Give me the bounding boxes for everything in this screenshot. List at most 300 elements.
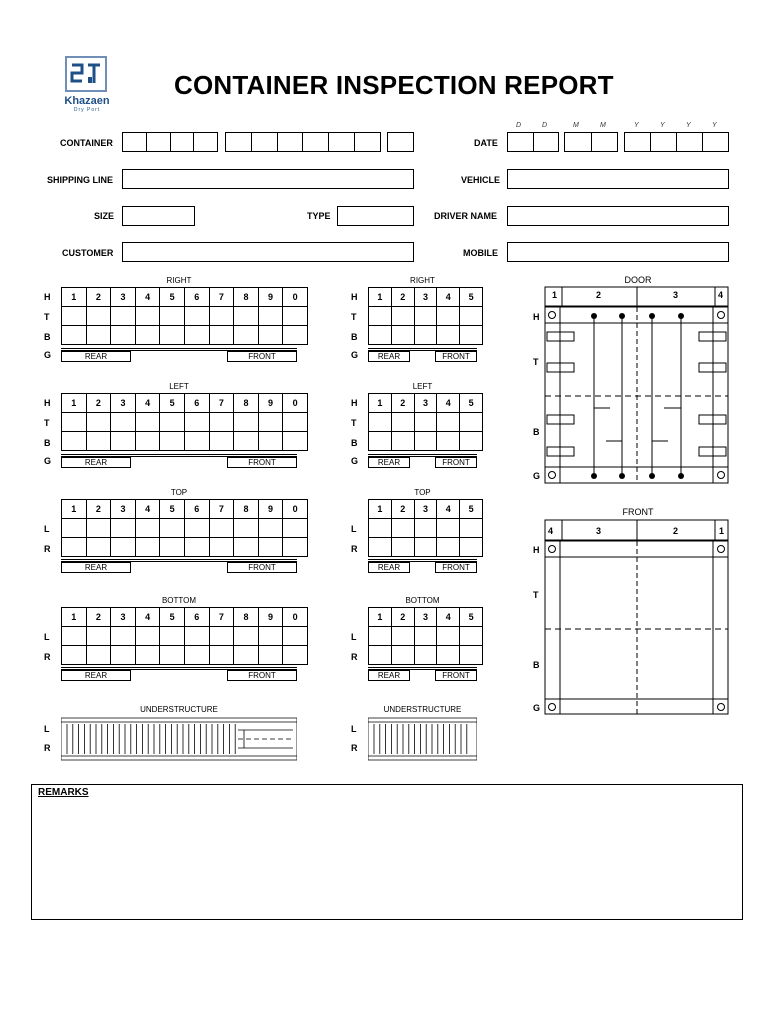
container-check-digit-field[interactable] <box>387 132 414 152</box>
bottom-panel-short-row-r: R <box>351 652 358 662</box>
left-panel-short-col-3: 3 <box>414 394 437 413</box>
left-panel-cell[interactable] <box>184 432 209 451</box>
top-panel-row-l: L <box>44 524 50 534</box>
top-panel-title: TOP <box>170 488 188 497</box>
logo-name: Khazaen <box>64 95 110 107</box>
right-panel-short-row-t: T <box>351 312 357 322</box>
right-panel-cell[interactable] <box>234 326 259 345</box>
top-panel-cell[interactable] <box>209 538 234 557</box>
bottom-panel-row-r: R <box>44 652 51 662</box>
right-panel-short-col-1: 1 <box>369 288 392 307</box>
right-panel-short-cell[interactable] <box>460 307 483 326</box>
remarks-box[interactable] <box>31 784 743 920</box>
right-panel-cell[interactable] <box>160 326 185 345</box>
right-panel-short-cell[interactable] <box>414 307 437 326</box>
driver-name-field[interactable] <box>507 206 729 226</box>
left-panel-col-2: 2 <box>86 394 111 413</box>
vehicle-label: VEHICLE <box>461 175 501 185</box>
understructure-short-title: UNDERSTRUCTURE <box>383 705 462 714</box>
left-panel-short-col-5: 5 <box>460 394 483 413</box>
top-panel-short-rear-tag: REAR <box>368 562 410 573</box>
left-panel-cell[interactable] <box>258 413 283 432</box>
right-panel-cell[interactable] <box>258 307 283 326</box>
size-label: SIZE <box>94 211 115 221</box>
bottom-panel-table[interactable] <box>61 607 308 665</box>
container-label: CONTAINER <box>60 138 113 148</box>
front-view-diagram[interactable] <box>530 519 732 717</box>
top-panel-table[interactable] <box>61 499 308 557</box>
shipping-line-field[interactable] <box>122 169 414 189</box>
left-panel-cell[interactable] <box>160 413 185 432</box>
left-panel-short-cell[interactable] <box>369 432 392 451</box>
bottom-panel-short-cell[interactable] <box>369 646 392 665</box>
top-panel-cell[interactable] <box>86 538 111 557</box>
left-panel-short-cell[interactable] <box>437 413 460 432</box>
date-head-d1: D <box>516 122 522 129</box>
top-panel-short-cell[interactable] <box>460 538 483 557</box>
front-col-4: 4 <box>548 526 554 536</box>
left-panel-short-cell[interactable] <box>414 432 437 451</box>
top-panel-short-cell[interactable] <box>414 519 437 538</box>
right-panel-short-cell[interactable] <box>460 326 483 345</box>
top-panel-short-col-5: 5 <box>460 500 483 519</box>
bottom-panel-col-4: 4 <box>135 608 160 627</box>
bottom-panel-col-1: 1 <box>62 608 87 627</box>
top-panel-short-table[interactable] <box>368 499 483 557</box>
left-panel-row-t: T <box>44 418 50 428</box>
date-head-y1: Y <box>634 122 639 129</box>
left-panel-cell[interactable] <box>135 432 160 451</box>
bottom-panel-short-row-l: L <box>351 632 357 642</box>
right-panel-front-tag: FRONT <box>227 351 297 362</box>
top-panel-short-cell[interactable] <box>437 538 460 557</box>
bottom-panel-cell[interactable] <box>258 627 283 646</box>
right-panel-cell[interactable] <box>62 307 87 326</box>
bottom-panel-front-tag: FRONT <box>227 670 297 681</box>
bottom-panel-short-rear-tag: REAR <box>368 670 410 681</box>
mobile-label: MOBILE <box>463 248 498 258</box>
right-panel-short-col-2: 2 <box>391 288 414 307</box>
right-panel-cell[interactable] <box>209 307 234 326</box>
left-panel-cell[interactable] <box>234 432 259 451</box>
size-field[interactable] <box>122 206 195 226</box>
left-panel-table[interactable] <box>61 393 308 451</box>
front-row-g: G <box>533 703 541 713</box>
understructure-short-row-l: L <box>351 724 357 734</box>
right-panel-row-h: H <box>44 292 51 302</box>
bottom-panel-cell[interactable] <box>160 627 185 646</box>
left-panel-cell[interactable] <box>62 413 87 432</box>
left-panel-short-cell[interactable] <box>460 413 483 432</box>
bottom-panel-short-title: BOTTOM <box>405 596 440 605</box>
right-panel-rear-tag: REAR <box>61 351 131 362</box>
top-panel-short-cell[interactable] <box>414 538 437 557</box>
right-panel-cell[interactable] <box>160 307 185 326</box>
date-day-field[interactable] <box>507 132 559 152</box>
left-panel-short-row-g: G <box>351 456 359 466</box>
understructure-main-diagram[interactable] <box>61 716 297 762</box>
right-panel-short-cell[interactable] <box>369 307 392 326</box>
right-panel-cell[interactable] <box>111 326 136 345</box>
right-panel-short-title: RIGHT <box>410 276 435 285</box>
left-panel-col-5: 5 <box>160 394 185 413</box>
right-panel-cell[interactable] <box>184 307 209 326</box>
top-panel-col-8: 8 <box>234 500 259 519</box>
left-panel-short-row-t: T <box>351 418 357 428</box>
right-panel-col-1: 1 <box>62 288 87 307</box>
left-panel-row-b: B <box>44 438 51 448</box>
bottom-panel-col-5: 5 <box>160 608 185 627</box>
customer-label: CUSTOMER <box>62 248 114 258</box>
bottom-panel-cell[interactable] <box>111 646 136 665</box>
front-row-h: H <box>533 545 540 555</box>
right-panel-col-8: 8 <box>234 288 259 307</box>
right-panel-cell[interactable] <box>62 326 87 345</box>
door-diagram[interactable] <box>530 286 732 486</box>
right-panel-short-table[interactable] <box>368 287 483 345</box>
top-panel-short-col-2: 2 <box>391 500 414 519</box>
remarks-label: REMARKS <box>38 787 89 798</box>
understructure-short-row-r: R <box>351 743 358 753</box>
left-panel-title: LEFT <box>169 382 189 391</box>
bottom-panel-row-l: L <box>44 632 50 642</box>
top-panel-cell[interactable] <box>111 538 136 557</box>
right-panel-col-6: 6 <box>184 288 209 307</box>
bottom-panel-cell[interactable] <box>135 646 160 665</box>
door-col-4: 4 <box>718 290 724 300</box>
right-panel-short-front-tag: FRONT <box>435 351 477 362</box>
left-panel-rear-tag: REAR <box>61 457 131 468</box>
bottom-panel-short-cell[interactable] <box>437 627 460 646</box>
left-panel-short-rear-tag: REAR <box>368 457 410 468</box>
top-panel-short-cell[interactable] <box>460 519 483 538</box>
right-panel-short-cell[interactable] <box>437 326 460 345</box>
right-panel-short-col-3: 3 <box>414 288 437 307</box>
left-panel-cell[interactable] <box>135 413 160 432</box>
shipping-line-label: SHIPPING LINE <box>47 175 114 185</box>
bottom-panel-col-2: 2 <box>86 608 111 627</box>
top-panel-cell[interactable] <box>209 519 234 538</box>
bottom-panel-cell[interactable] <box>209 627 234 646</box>
top-panel-short-row-r: R <box>351 544 358 554</box>
bottom-panel-short-col-3: 3 <box>414 608 437 627</box>
door-col-2: 2 <box>596 290 602 300</box>
right-panel-short-cell[interactable] <box>369 326 392 345</box>
container-number-field[interactable] <box>225 132 381 152</box>
type-label: TYPE <box>307 211 331 221</box>
bottom-panel-cell[interactable] <box>62 646 87 665</box>
right-panel-cell[interactable] <box>283 307 308 326</box>
bottom-panel-cell[interactable] <box>234 646 259 665</box>
top-panel-cell[interactable] <box>135 519 160 538</box>
top-panel-cell[interactable] <box>160 538 185 557</box>
date-label: DATE <box>474 138 498 148</box>
bottom-panel-col-8: 8 <box>234 608 259 627</box>
right-panel-cell[interactable] <box>283 326 308 345</box>
door-row-h: H <box>533 312 540 322</box>
right-panel-short-row-g: G <box>351 350 359 360</box>
top-panel-short-row-l: L <box>351 524 357 534</box>
container-prefix-field[interactable] <box>122 132 218 152</box>
left-panel-row-g: G <box>44 456 52 466</box>
bottom-panel-cell[interactable] <box>283 646 308 665</box>
right-panel-row-b: B <box>44 332 51 342</box>
understructure-main-row-l: L <box>44 724 50 734</box>
top-panel-col-0: 0 <box>283 500 308 519</box>
right-panel-cell[interactable] <box>135 307 160 326</box>
door-row-g: G <box>533 471 541 481</box>
right-panel-col-0: 0 <box>283 288 308 307</box>
door-row-b: B <box>533 427 540 437</box>
bottom-panel-cell[interactable] <box>111 627 136 646</box>
left-panel-cell[interactable] <box>283 432 308 451</box>
bottom-panel-cell[interactable] <box>184 646 209 665</box>
bottom-panel-short-front-tag: FRONT <box>435 670 477 681</box>
bottom-panel-col-9: 9 <box>258 608 283 627</box>
top-panel-cell[interactable] <box>258 519 283 538</box>
left-panel-col-3: 3 <box>111 394 136 413</box>
left-panel-cell[interactable] <box>111 413 136 432</box>
mobile-field[interactable] <box>507 242 729 262</box>
bottom-panel-cell[interactable] <box>62 627 87 646</box>
left-panel-col-7: 7 <box>209 394 234 413</box>
bottom-panel-cell[interactable] <box>234 627 259 646</box>
right-panel-short-col-5: 5 <box>460 288 483 307</box>
bottom-panel-cell[interactable] <box>135 627 160 646</box>
top-panel-cell[interactable] <box>160 519 185 538</box>
right-panel-cell[interactable] <box>209 326 234 345</box>
type-field[interactable] <box>337 206 414 226</box>
bottom-panel-short-cell[interactable] <box>460 627 483 646</box>
bottom-panel-col-6: 6 <box>184 608 209 627</box>
bottom-panel-cell[interactable] <box>86 627 111 646</box>
top-panel-cell[interactable] <box>184 519 209 538</box>
bottom-panel-short-cell[interactable] <box>414 627 437 646</box>
top-panel-col-4: 4 <box>135 500 160 519</box>
right-panel-col-3: 3 <box>111 288 136 307</box>
top-panel-short-cell[interactable] <box>369 519 392 538</box>
top-panel-short-base-line <box>368 559 477 562</box>
top-panel-short-cell[interactable] <box>391 519 414 538</box>
front-row-t: T <box>533 590 539 600</box>
vehicle-field[interactable] <box>507 169 729 189</box>
right-panel-cell[interactable] <box>86 307 111 326</box>
left-panel-col-8: 8 <box>234 394 259 413</box>
top-panel-cell[interactable] <box>184 538 209 557</box>
left-panel-short-table[interactable] <box>368 393 483 451</box>
customer-field[interactable] <box>122 242 414 262</box>
top-panel-cell[interactable] <box>258 538 283 557</box>
right-panel-short-cell[interactable] <box>391 307 414 326</box>
left-panel-cell[interactable] <box>209 432 234 451</box>
front-col-1: 1 <box>719 526 725 536</box>
left-panel-cell[interactable] <box>111 432 136 451</box>
bottom-panel-short-col-5: 5 <box>460 608 483 627</box>
date-year-field[interactable] <box>624 132 729 152</box>
top-panel-col-3: 3 <box>111 500 136 519</box>
bottom-panel-short-base-line <box>368 667 477 670</box>
left-panel-short-cell[interactable] <box>437 432 460 451</box>
right-panel-cell[interactable] <box>86 326 111 345</box>
top-panel-col-1: 1 <box>62 500 87 519</box>
understructure-main-title: UNDERSTRUCTURE <box>140 705 218 714</box>
top-panel-col-9: 9 <box>258 500 283 519</box>
right-panel-col-2: 2 <box>86 288 111 307</box>
right-panel-cell[interactable] <box>135 326 160 345</box>
top-panel-cell[interactable] <box>283 538 308 557</box>
left-panel-cell[interactable] <box>209 413 234 432</box>
left-panel-col-1: 1 <box>62 394 87 413</box>
top-panel-cell[interactable] <box>86 519 111 538</box>
right-panel-short-cell[interactable] <box>414 326 437 345</box>
right-panel-table[interactable] <box>61 287 308 345</box>
right-panel-short-cell[interactable] <box>437 307 460 326</box>
top-panel-short-title: TOP <box>414 488 431 497</box>
top-panel-cell[interactable] <box>62 538 87 557</box>
left-panel-short-col-4: 4 <box>437 394 460 413</box>
left-panel-short-cell[interactable] <box>369 413 392 432</box>
bottom-panel-title: BOTTOM <box>161 596 197 605</box>
top-panel-rear-tag: REAR <box>61 562 131 573</box>
left-panel-front-tag: FRONT <box>227 457 297 468</box>
top-panel-short-front-tag: FRONT <box>435 562 477 573</box>
right-panel-short-col-4: 4 <box>437 288 460 307</box>
left-panel-cell[interactable] <box>86 413 111 432</box>
top-panel-col-6: 6 <box>184 500 209 519</box>
front-col-2: 2 <box>673 526 679 536</box>
right-panel-short-row-b: B <box>351 332 358 342</box>
right-panel-cell[interactable] <box>234 307 259 326</box>
top-panel-col-5: 5 <box>160 500 185 519</box>
right-panel-short-row-h: H <box>351 292 358 302</box>
left-panel-cell[interactable] <box>86 432 111 451</box>
date-head-y4: Y <box>712 122 717 129</box>
date-month-field[interactable] <box>564 132 618 152</box>
left-panel-short-front-tag: FRONT <box>435 457 477 468</box>
bottom-panel-base-line <box>61 667 297 670</box>
date-head-d2: D <box>542 122 548 129</box>
left-panel-short-col-1: 1 <box>369 394 392 413</box>
right-panel-row-t: T <box>44 312 50 322</box>
understructure-short-diagram[interactable] <box>368 716 477 762</box>
date-head-y2: Y <box>660 122 665 129</box>
door-col-3: 3 <box>673 290 679 300</box>
bottom-panel-short-cell[interactable] <box>460 646 483 665</box>
understructure-main-row-r: R <box>44 743 51 753</box>
top-panel-cell[interactable] <box>62 519 87 538</box>
front-view-title: FRONT <box>622 507 654 517</box>
right-panel-title: RIGHT <box>166 276 192 285</box>
left-panel-col-4: 4 <box>135 394 160 413</box>
top-panel-short-cell[interactable] <box>391 538 414 557</box>
top-panel-front-tag: FRONT <box>227 562 297 573</box>
top-panel-short-cell[interactable] <box>369 538 392 557</box>
left-panel-col-9: 9 <box>258 394 283 413</box>
bottom-panel-short-col-4: 4 <box>437 608 460 627</box>
page-title: CONTAINER INSPECTION REPORT <box>174 70 614 100</box>
left-panel-cell[interactable] <box>184 413 209 432</box>
right-panel-short-cell[interactable] <box>391 326 414 345</box>
left-panel-col-0: 0 <box>283 394 308 413</box>
bottom-panel-short-cell[interactable] <box>437 646 460 665</box>
door-row-t: T <box>533 357 539 367</box>
bottom-panel-short-cell[interactable] <box>369 627 392 646</box>
right-panel-col-4: 4 <box>135 288 160 307</box>
bottom-panel-col-0: 0 <box>283 608 308 627</box>
left-panel-short-cell[interactable] <box>460 432 483 451</box>
top-panel-cell[interactable] <box>111 519 136 538</box>
bottom-panel-cell[interactable] <box>184 627 209 646</box>
bottom-panel-cell[interactable] <box>258 646 283 665</box>
top-panel-cell[interactable] <box>234 519 259 538</box>
left-panel-short-cell[interactable] <box>414 413 437 432</box>
logo-subtitle: Dry Port <box>73 107 101 113</box>
left-panel-col-6: 6 <box>184 394 209 413</box>
top-panel-cell[interactable] <box>283 519 308 538</box>
right-panel-cell[interactable] <box>184 326 209 345</box>
driver-name-label: DRIVER NAME <box>434 211 498 221</box>
left-panel-short-cell[interactable] <box>391 413 414 432</box>
right-panel-col-7: 7 <box>209 288 234 307</box>
left-panel-short-col-2: 2 <box>391 394 414 413</box>
top-panel-cell[interactable] <box>234 538 259 557</box>
bottom-panel-cell[interactable] <box>86 646 111 665</box>
top-panel-short-col-4: 4 <box>437 500 460 519</box>
bottom-panel-short-cell[interactable] <box>391 627 414 646</box>
left-panel-cell[interactable] <box>62 432 87 451</box>
bottom-panel-short-cell[interactable] <box>414 646 437 665</box>
left-panel-short-row-b: B <box>351 438 358 448</box>
bottom-panel-short-cell[interactable] <box>391 646 414 665</box>
right-panel-col-5: 5 <box>160 288 185 307</box>
left-panel-cell[interactable] <box>160 432 185 451</box>
top-panel-cell[interactable] <box>135 538 160 557</box>
left-panel-short-row-h: H <box>351 398 358 408</box>
date-head-m1: M <box>573 122 579 129</box>
right-panel-cell[interactable] <box>258 326 283 345</box>
door-col-1: 1 <box>552 290 558 300</box>
bottom-panel-short-table[interactable] <box>368 607 483 665</box>
left-panel-cell[interactable] <box>234 413 259 432</box>
bottom-panel-rear-tag: REAR <box>61 670 131 681</box>
top-panel-col-2: 2 <box>86 500 111 519</box>
top-panel-base-line <box>61 559 297 562</box>
right-panel-short-rear-tag: REAR <box>368 351 410 362</box>
left-panel-cell[interactable] <box>283 413 308 432</box>
left-panel-row-h: H <box>44 398 51 408</box>
right-panel-col-9: 9 <box>258 288 283 307</box>
bottom-panel-short-col-1: 1 <box>369 608 392 627</box>
top-panel-col-7: 7 <box>209 500 234 519</box>
right-panel-row-g: G <box>44 350 52 360</box>
bottom-panel-col-7: 7 <box>209 608 234 627</box>
top-panel-short-cell[interactable] <box>437 519 460 538</box>
left-panel-cell[interactable] <box>258 432 283 451</box>
right-panel-cell[interactable] <box>111 307 136 326</box>
date-head-y3: Y <box>686 122 691 129</box>
top-panel-short-col-3: 3 <box>414 500 437 519</box>
bottom-panel-cell[interactable] <box>209 646 234 665</box>
bottom-panel-cell[interactable] <box>283 627 308 646</box>
bottom-panel-col-3: 3 <box>111 608 136 627</box>
front-col-3: 3 <box>596 526 602 536</box>
left-panel-short-cell[interactable] <box>391 432 414 451</box>
bottom-panel-short-col-2: 2 <box>391 608 414 627</box>
left-panel-short-title: LEFT <box>412 382 433 391</box>
bottom-panel-cell[interactable] <box>160 646 185 665</box>
top-panel-short-col-1: 1 <box>369 500 392 519</box>
door-title: DOOR <box>624 275 652 285</box>
